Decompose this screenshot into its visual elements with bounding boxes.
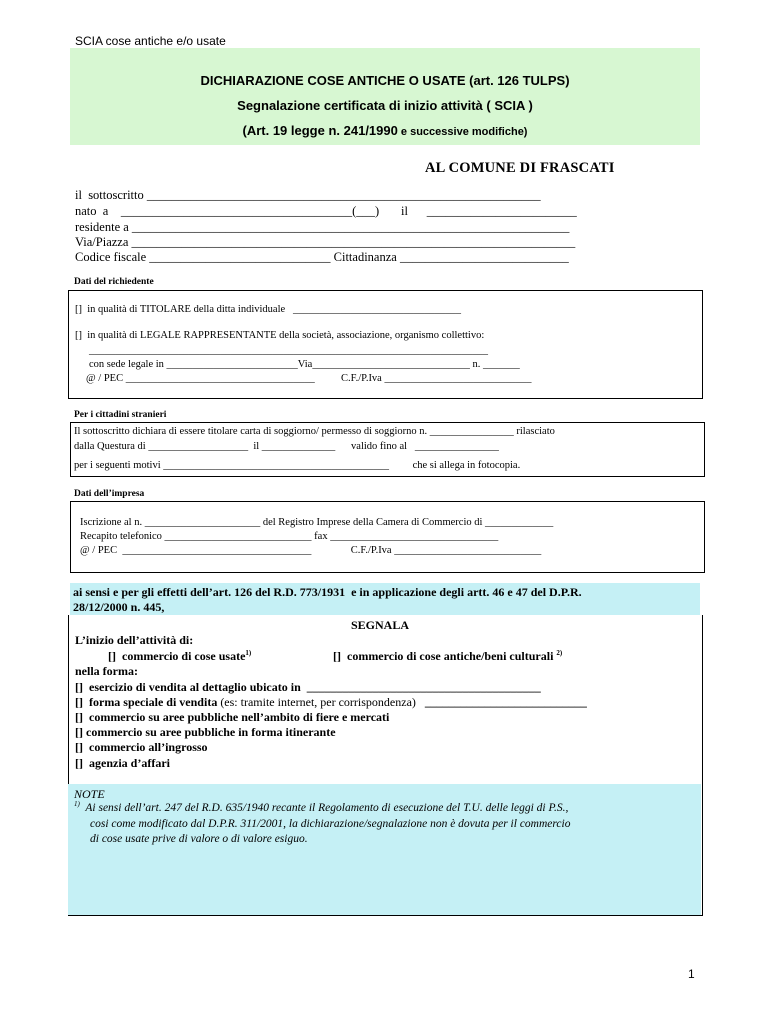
option-dettaglio[interactable]: [] esercizio di vendita al dettaglio ubicato in _______________________________________ xyxy=(75,680,541,694)
form-title: DICHIARAZIONE COSE ANTICHE O USATE (art. 126 TULPS) xyxy=(200,73,570,88)
normative-reference-line2: 28/12/2000 n. 445, xyxy=(73,600,165,614)
questura-field[interactable]: dalla Questura di ___________________ il ______________ valido fino al ________________ xyxy=(74,441,499,452)
sottoscritto-field[interactable]: il sottoscritto _______________________________________________________________ xyxy=(75,188,541,202)
recapito-field[interactable]: Recapito telefonico ____________________________ fax ________________________________ xyxy=(80,531,499,542)
section-title-impresa: Dati dell’impresa xyxy=(74,489,145,499)
notes-title: NOTE xyxy=(74,787,105,801)
notes-band xyxy=(68,784,701,915)
titolare-option[interactable]: [] in qualità di TITOLARE della ditta individuale ________________________________ xyxy=(75,304,462,315)
forma-speciale-blank: ___________________________ xyxy=(415,695,587,709)
inizio-label: L’inizio dell’attività di: xyxy=(75,633,194,647)
permesso-field[interactable]: Il sottoscritto dichiara di essere titolare carta di soggiorno/ permesso di soggiorno n. ________________ rilasciato xyxy=(74,426,555,437)
pec-cf-field[interactable]: @ / PEC ____________________________________ C.F./P.Iva ____________________________ xyxy=(86,373,532,384)
forma-speciale-example: (es: tramite internet, per corrispondenza) xyxy=(220,695,416,709)
usate-footnote-ref: 1) xyxy=(245,649,252,657)
fiscal-code-field[interactable]: Codice fiscale _____________________________ Cittadinanza ___________________________ xyxy=(75,250,569,264)
stranieri-box xyxy=(70,422,705,477)
legal-reference-main: (Art. 19 legge n. 241/1990 xyxy=(242,123,398,138)
forma-speciale-label: [] forma speciale di vendita xyxy=(75,695,221,709)
antiche-option[interactable] xyxy=(333,649,562,664)
birth-field[interactable]: nato a _____________________________________(___) il ________________________ xyxy=(75,204,577,218)
usate-option[interactable] xyxy=(108,649,251,664)
impresa-box xyxy=(70,501,705,573)
street-field[interactable]: Via/Piazza _______________________________________________________________________ xyxy=(75,235,576,249)
richiedente-box xyxy=(68,290,703,399)
form-subtitle: Segnalazione certificata di inizio attività ( SCIA ) xyxy=(237,98,533,113)
segnala-heading: SEGNALA xyxy=(351,618,410,632)
antiche-option-label: [] commercio di cose antiche/beni culturali xyxy=(333,649,557,663)
page-number: 1 xyxy=(688,967,695,981)
antiche-footnote-ref: 2) xyxy=(556,649,563,657)
impresa-pec-field[interactable]: @ / PEC ____________________________________ C.F./P.Iva ____________________________ xyxy=(80,545,542,556)
option-fiere-mercati[interactable]: [] commercio su aree pubbliche nell’ambito di fiere e mercati xyxy=(75,710,390,724)
title-header xyxy=(70,48,700,145)
note-1-marker: 1) xyxy=(74,800,80,808)
sede-legale-field[interactable]: con sede legale in _________________________Via______________________________ n. _______ xyxy=(89,359,520,370)
option-forma-speciale[interactable] xyxy=(75,695,587,710)
company-name-field[interactable]: ____________________________________________________________________________ xyxy=(89,345,488,356)
residence-field[interactable]: residente a ______________________________________________________________________ xyxy=(75,220,570,234)
option-ingrosso[interactable]: [] commercio all’ingrosso xyxy=(75,740,208,754)
legal-reference xyxy=(70,123,700,138)
forma-label: nella forma: xyxy=(75,664,138,678)
section-title-richiedente: Dati del richiedente xyxy=(74,277,154,287)
legale-option[interactable]: [] in qualità di LEGALE RAPPRESENTANTE della società, associazione, organismo collettivo: xyxy=(75,330,485,341)
legal-reference-tail: e successive modifiche) xyxy=(397,126,528,138)
option-itinerante[interactable]: [] commercio su aree pubbliche in forma itinerante xyxy=(75,725,336,739)
option-agenzia[interactable]: [] agenzia d’affari xyxy=(75,756,170,770)
registro-imprese-field[interactable]: Iscrizione al n. ______________________ del Registro Imprese della Camera di Commercio di _____________ xyxy=(80,517,554,528)
note-1-line2: cosi come modificato dal D.P.R. 311/2001, la dichiarazione/segnalazione non è dovuta per il commercio xyxy=(90,818,571,830)
note-1-line3: di cose usate prive di valore o di valore esiguo. xyxy=(90,833,308,845)
recipient-heading: AL COMUNE DI FRASCATI xyxy=(425,160,615,176)
document-label: SCIA cose antiche e/o usate xyxy=(75,34,226,48)
motivi-field[interactable]: per i seguenti motivi ___________________________________________ che si allega in fotocopia. xyxy=(74,460,521,471)
normative-reference-line1: ai sensi e per gli effetti dell’art. 126 del R.D. 773/1931 e in applicazione degli artt. 46 e 47 del D.P.R. xyxy=(73,585,582,599)
usate-option-label: [] commercio di cose usate xyxy=(108,649,246,663)
note-1-line1 xyxy=(74,800,568,814)
normative-reference-band xyxy=(70,583,700,615)
note-1-text: Ai sensi dell’art. 247 del R.D. 635/1940 recante il Regolamento di esecuzione del T.U. delle leggi di P.S., xyxy=(79,801,569,814)
section-title-stranieri: Per i cittadini stranieri xyxy=(74,410,167,420)
